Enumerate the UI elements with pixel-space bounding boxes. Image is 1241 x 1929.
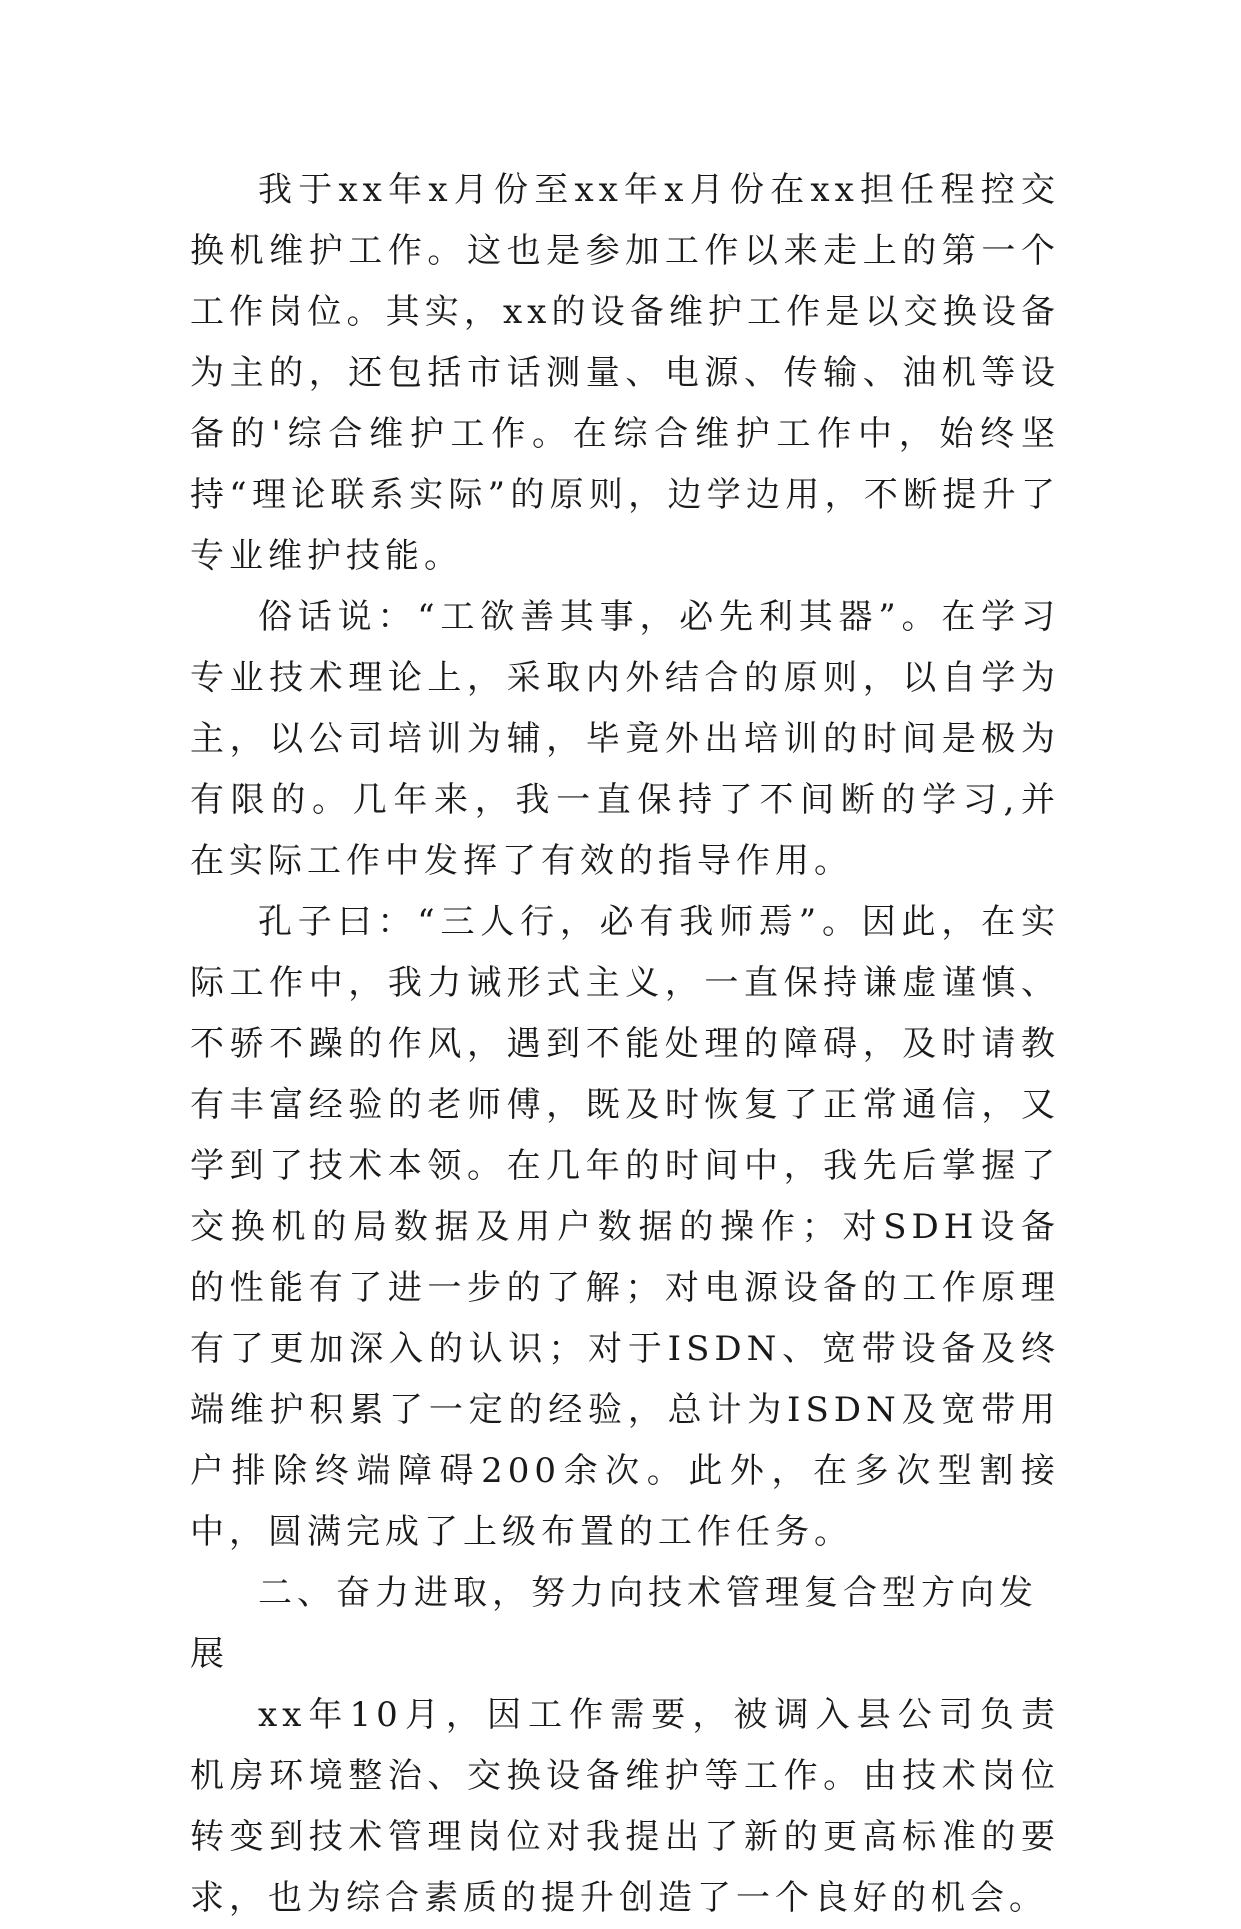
section-heading: 二、奋力进取，努力向技术管理复合型方向发展 [190, 1573, 1038, 1674]
paragraph-work-history: 我于xx年x月份至xx年x月份在xx担任程控交换机维护工作。这也是参加工作以来走上的第一个工作岗位。其实，xx的设备维护工作是以交换设备为主的，还包括市话测量、电源、传输、油机等设备的'综合维护工作。在综合维护工作中，始终坚持“理论联系实际”的原则，边学边用，不断提升了专业维护技能。 [190, 170, 1060, 576]
paragraph-study: 俗话说：“工欲善其事，必先利其器”。在学习专业技术理论上，采取内外结合的原则，以自学为主，以公司培训为辅，毕竟外出培训的时间是极为有限的。几年来，我一直保持了不间断的学习,并在实际工作中发挥了有效的指导作用。 [190, 597, 1060, 881]
paragraph-learning-from-others: 孔子曰：“三人行，必有我师焉”。因此，在实际工作中，我力诫形式主义，一直保持谦虚谨慎、不骄不躁的作风，遇到不能处理的障碍，及时请教有丰富经验的老师傅，既及时恢复了正常通信，又学到了技术本领。在几年的时间中，我先后掌握了交换机的局数据及用户数据的操作；对SDH设备的性能有了进一步的了解；对电源设备的工作原理有了更加深入的认识；对于ISDN、宽带设备及终端维护积累了一定的经验，总计为ISDN及宽带用户排除终端障碍200余次。此外，在多次型割接中，圆满完成了上级布置的工作任务。 [190, 902, 1060, 1552]
paragraph-transfer: xx年10月，因工作需要，被调入县公司负责机房环境整治、交换设备维护等工作。由技术岗位转变到技术管理岗位对我提出了新的更高标准的要求，也为综合素质的提升创造了一个良好的机会。 [190, 1695, 1060, 1918]
document-body [190, 160, 1060, 1929]
